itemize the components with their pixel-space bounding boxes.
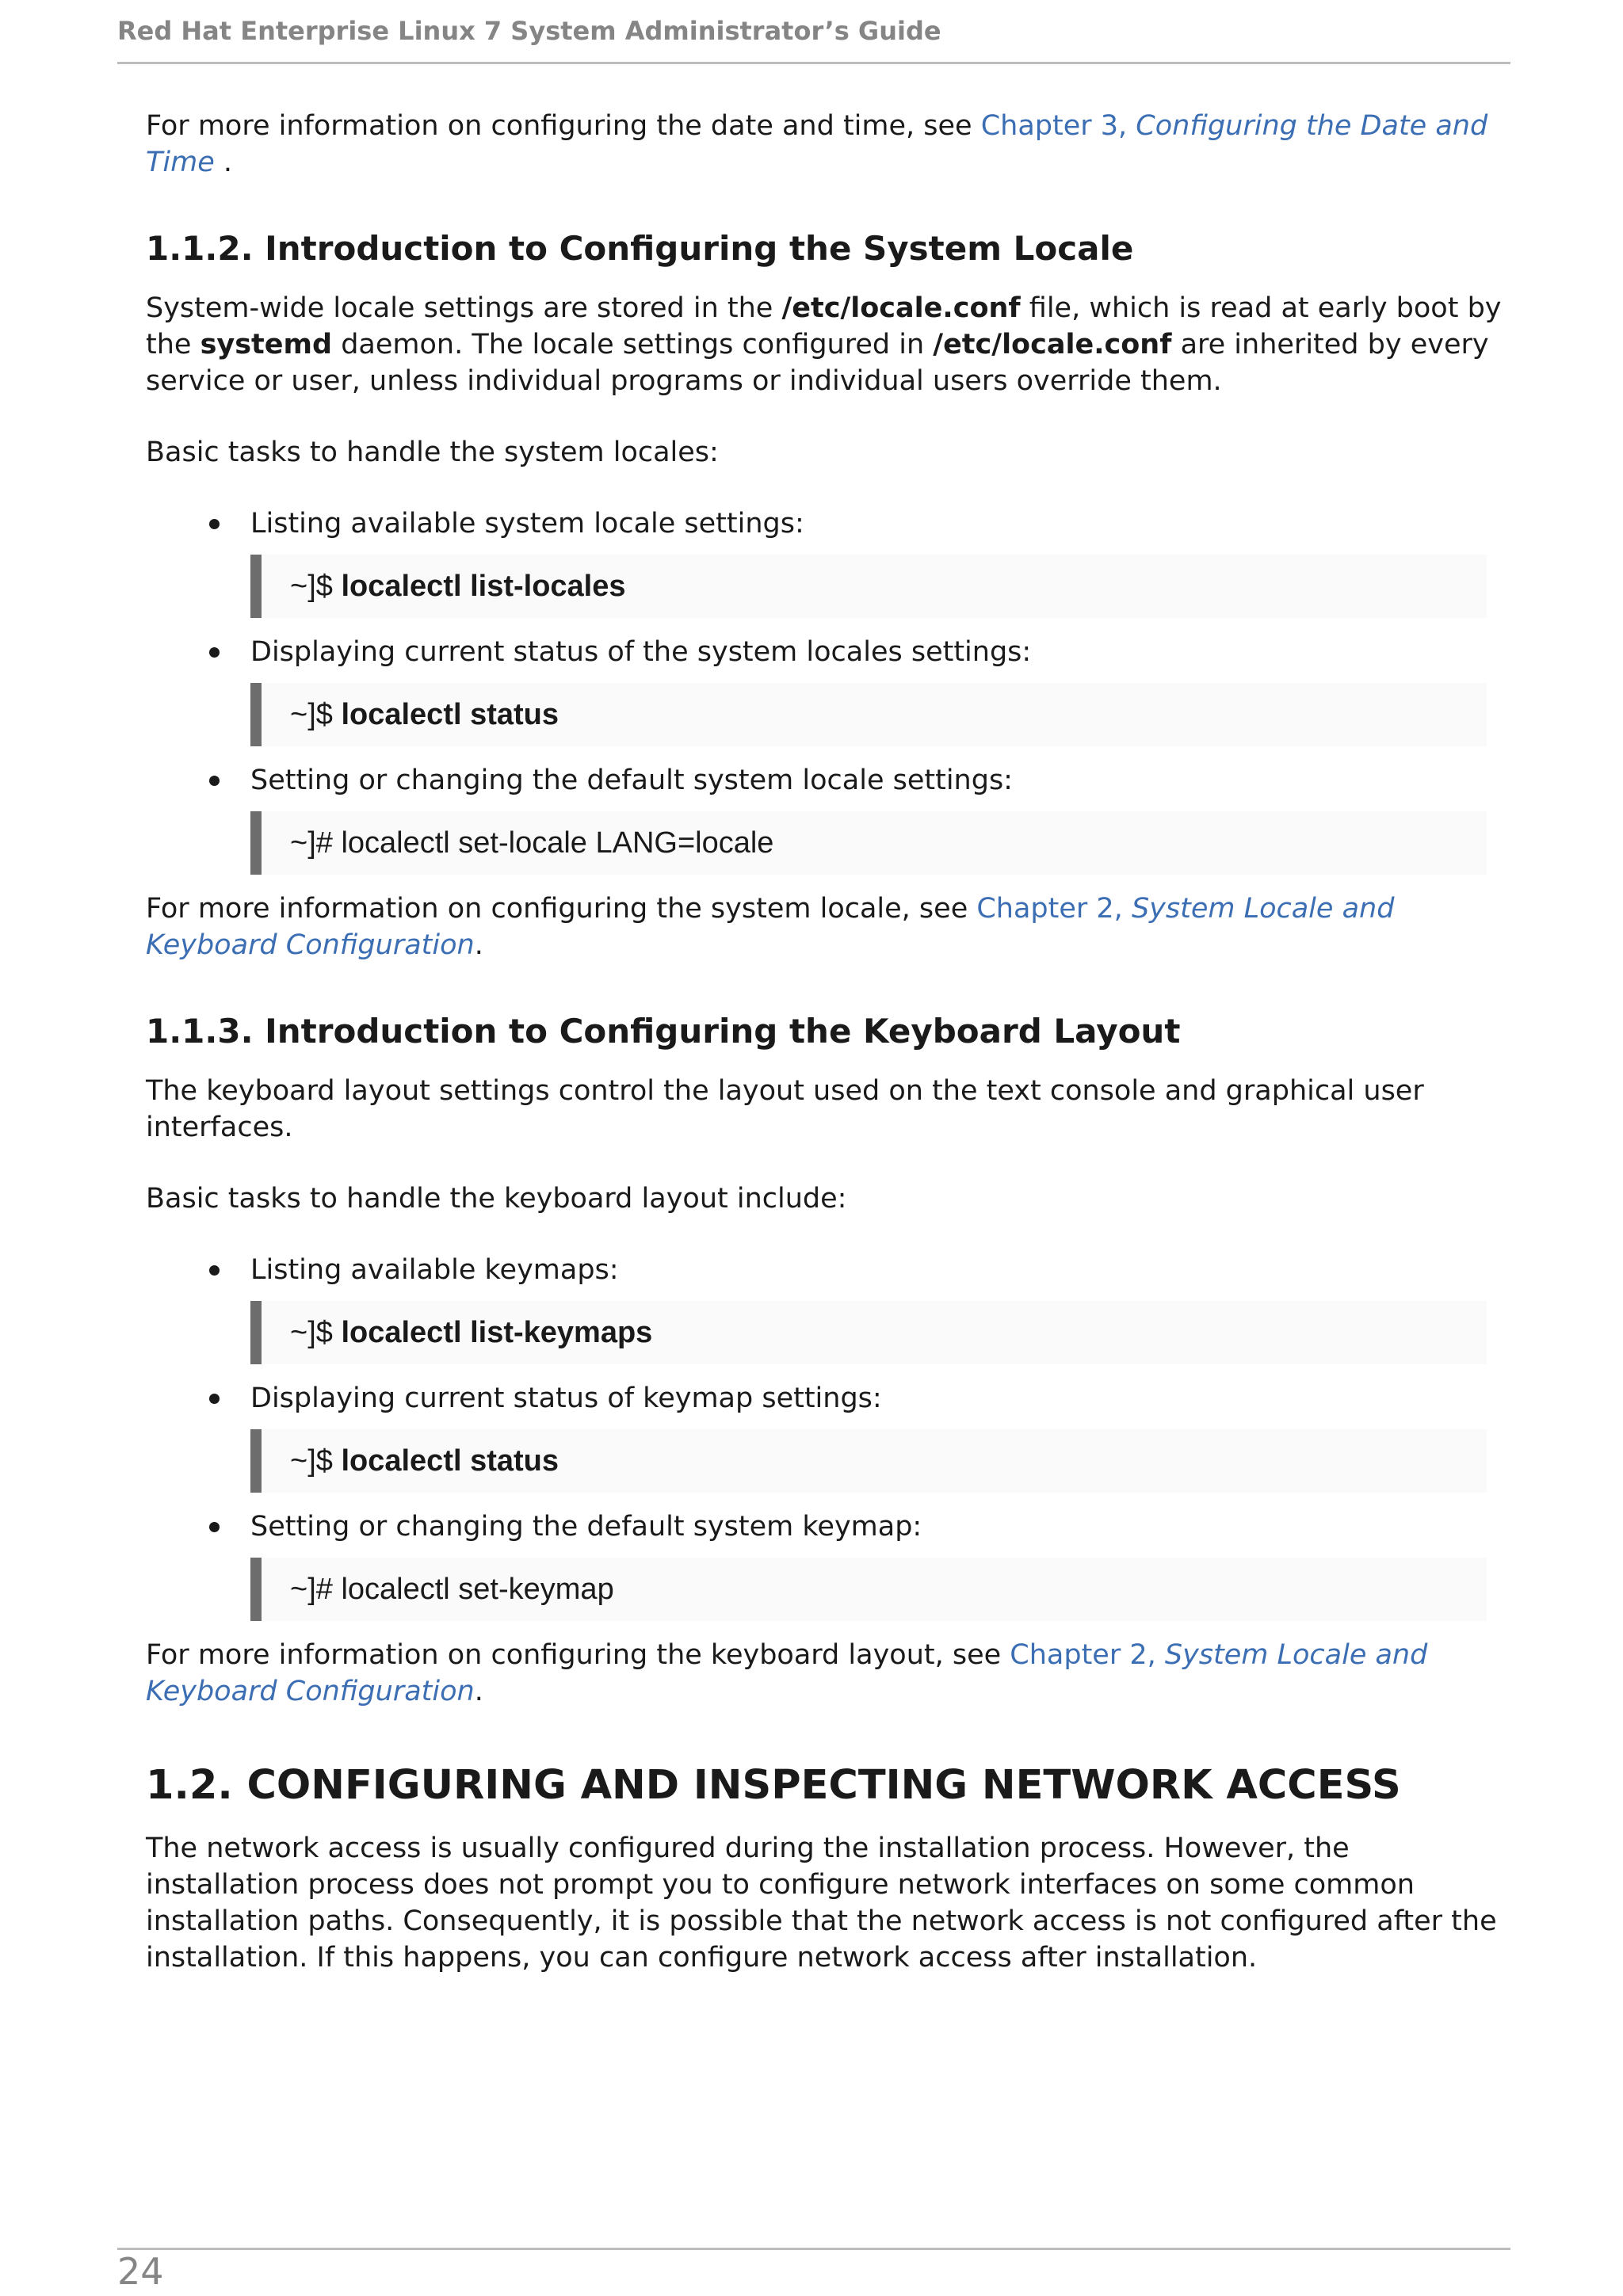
page-content [146,108,1509,1976]
code-block [250,1558,1487,1621]
list-item-text: Displaying current status of the system locales settings: [250,636,1032,668]
shell-prompt: ~]$ [290,570,342,603]
link-title: Configuring the Date and Time [146,110,1488,178]
list-item [146,762,1509,799]
command: localectl list-keymaps [341,1316,653,1349]
network-heading: 1.2. CONFIGURING AND INSPECTING NETWORK ACCESS [146,1762,1401,1809]
shell-prompt: ~]# [290,826,342,860]
keyboard-tasks-intro: Basic tasks to handle the keyboard layout include: [146,1183,847,1215]
code-bar [250,683,262,746]
command-line [290,811,773,875]
code-bar [250,1429,262,1493]
list-item-text: Listing available keymaps: [250,1254,619,1286]
daemon-name: systemd [200,329,333,360]
list-item [146,634,1509,670]
network-description: The network access is usually configured during the installation process. However, the installation process does not prompt you to configure network interfaces on some common installation paths. Consequently, it is possible that the network access is not configured after the installation. If this happens, you can configure network access after installation. [146,1833,1497,1974]
code-block [250,1429,1487,1493]
reference-text: For more information on configuring the keyboard layout, see [146,1639,1010,1671]
shell-prompt: ~]$ [290,698,342,731]
text-run: are inherited by every service or user, unless individual programs or individual users override them. [146,329,1489,397]
command: localectl status [341,698,559,731]
code-block [250,811,1487,875]
list-item [146,1252,1509,1288]
command: localectl set-keymap [341,1573,614,1606]
command-line [290,555,626,618]
bullet-icon [209,519,220,529]
shell-prompt: ~]# [290,1573,342,1606]
reference-text: For more information on configuring the system locale, see [146,893,977,925]
bullet-icon [209,1265,220,1276]
code-block [250,683,1487,746]
shell-prompt: ~]$ [290,1444,342,1478]
list-item [146,505,1509,542]
code-bar [250,555,262,618]
link-chapter: Chapter 2, [976,893,1132,925]
bullet-icon [209,1394,220,1404]
bullet-icon [209,647,220,658]
text-run: daemon. The locale settings configured in [332,329,934,360]
keyboard-reference [146,1637,1509,1710]
text-run: System-wide locale settings are stored in the [146,292,782,324]
link-chapter: Chapter 2, [1010,1639,1165,1671]
list-item-text: Setting or changing the default system keymap: [250,1511,922,1543]
file-path: /etc/locale.conf [933,329,1172,360]
header-rule [117,62,1510,64]
link-title: System Locale and Keyboard Configuration [146,1639,1428,1707]
reference-text: For more information on configuring the date and time, see [146,110,981,142]
keyboard-description: The keyboard layout settings control the layout used on the text console and graphical user interfaces. [146,1075,1424,1143]
keyboard-heading: 1.1.3. Introduction to Configuring the Keyboard Layout [146,1012,1181,1051]
command-line [290,1558,614,1621]
file-path: /etc/locale.conf [781,292,1021,324]
locale-description [146,290,1509,399]
list-item-text: Displaying current status of keymap settings: [250,1383,882,1414]
locale-heading: 1.1.2. Introduction to Configuring the System Locale [146,229,1134,268]
bullet-icon [209,776,220,786]
running-header: Red Hat Enterprise Linux 7 System Administrator’s Guide [117,16,941,46]
command-line [290,683,559,746]
locale-tasks-intro: Basic tasks to handle the system locales: [146,437,719,468]
command: localectl status [341,1444,559,1478]
link-title: System Locale and Keyboard Configuration [146,893,1395,961]
code-block [250,555,1487,618]
shell-prompt: ~]$ [290,1316,342,1349]
command: localectl set-locale LANG=locale [341,826,774,860]
footer-rule [117,2248,1510,2250]
code-bar [250,1301,262,1364]
list-item-text: Setting or changing the default system locale settings: [250,765,1013,796]
code-block [250,1301,1487,1364]
link-chapter: Chapter 3, [980,110,1136,142]
code-bar [250,811,262,875]
command-line [290,1429,559,1493]
list-item [146,1508,1509,1545]
text-run: file, which is read at early boot by the [146,292,1502,360]
list-item [146,1380,1509,1417]
reference-end: . [474,1676,483,1707]
command-line [290,1301,652,1364]
reference-end: . [214,147,232,178]
list-item-text: Listing available system locale settings: [250,508,804,540]
bullet-icon [209,1522,220,1532]
reference-end: . [474,929,483,961]
command: localectl list-locales [341,570,626,603]
datetime-reference [146,108,1509,181]
locale-reference [146,891,1509,963]
code-bar [250,1558,262,1621]
page-number: 24 [117,2250,164,2293]
